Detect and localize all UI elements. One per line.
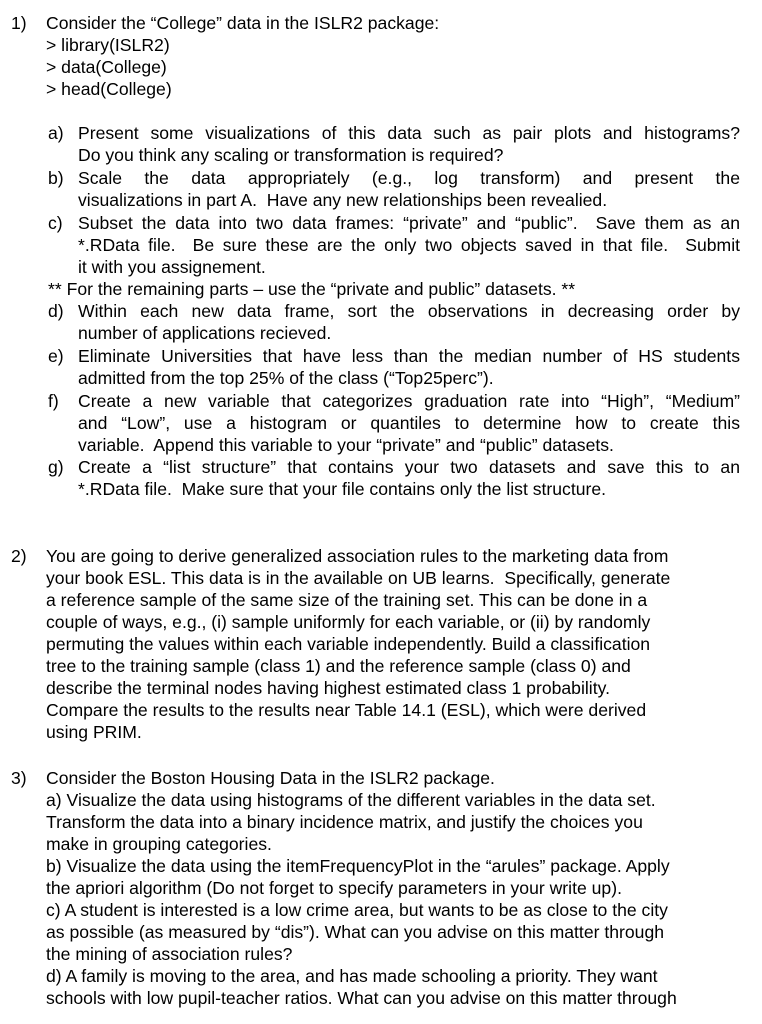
part-line: Eliminate Universities that have less than the median number of HS students: [78, 346, 740, 366]
code-line: > head(College): [46, 79, 172, 99]
question-3-line: Transform the data into a binary incidence matrix, and justify the choices you: [46, 812, 643, 832]
part-line: *.RData file. Be sure these are the only two objects saved in that file. Submit: [78, 235, 740, 255]
part-label: c): [48, 213, 63, 233]
part-line: number of applications recieved.: [78, 323, 332, 343]
question-2-line: a reference sample of the same size of the training set. This can be done in a: [46, 590, 648, 610]
part-line: it with you assignement.: [78, 257, 266, 277]
part-line: variable. Append this variable to your “private” and “public” datasets.: [78, 435, 614, 455]
code-line: > data(College): [46, 57, 167, 77]
question-3-line: a) Visualize the data using histograms of the different variables in the data set.: [46, 790, 656, 810]
question-2-line: tree to the training sample (class 1) and the reference sample (class 0) and: [46, 656, 631, 676]
question-2-line: using PRIM.: [46, 722, 142, 742]
question-3-intro: Consider the Boston Housing Data in the ISLR2 package.: [46, 768, 495, 788]
question-3-line: schools with low pupil-teacher ratios. What can you advise on this matter through: [46, 988, 677, 1008]
question-2-line: describe the terminal nodes having highest estimated class 1 probability.: [46, 678, 610, 698]
question-1-number: 1): [11, 13, 27, 33]
part-line: Do you think any scaling or transformation is required?: [78, 145, 504, 165]
question-3-line: c) A student is interested is a low crime area, but wants to be as close to the city: [46, 900, 668, 920]
part-label: a): [48, 123, 64, 143]
question-3-line: b) Visualize the data using the itemFrequencyPlot in the “arules” package. Apply: [46, 856, 670, 876]
remaining-parts-note: ** For the remaining parts – use the “private and public” datasets. **: [48, 279, 576, 299]
code-line: > library(ISLR2): [46, 35, 170, 55]
part-line: visualizations in part A. Have any new relationships been revealied.: [78, 190, 608, 210]
question-3-line: the mining of association rules?: [46, 944, 293, 964]
part-line: Present some visualizations of this data such as pair plots and histograms?: [78, 123, 740, 143]
part-line: Scale the data appropriately (e.g., log transform) and present the: [78, 168, 740, 188]
question-3-number: 3): [11, 768, 27, 788]
part-line: Create a “list structure” that contains your two datasets and save this to an: [78, 457, 740, 477]
question-2-line: permuting the values within each variable independently. Build a classification: [46, 634, 651, 654]
part-label: g): [48, 457, 64, 477]
part-label: d): [48, 301, 64, 321]
question-1-intro: Consider the “College” data in the ISLR2 package:: [46, 13, 440, 33]
part-line: Create a new variable that categorizes graduation rate into “High”, “Medium”: [78, 391, 740, 411]
question-2-line: You are going to derive generalized association rules to the marketing data from: [46, 546, 669, 566]
question-2-line: your book ESL. This data is in the available on UB learns. Specifically, generate: [46, 568, 671, 588]
part-line: Subset the data into two data frames: “private” and “public”. Save them as an: [78, 213, 740, 233]
part-label: f): [48, 391, 59, 411]
part-line: *.RData file. Make sure that your file contains only the list structure.: [78, 479, 607, 499]
question-3-line: d) A family is moving to the area, and has made schooling a priority. They want: [46, 966, 658, 986]
part-label: b): [48, 168, 64, 188]
part-line: admitted from the top 25% of the class (“Top25perc”).: [78, 368, 494, 388]
part-line: Within each new data frame, sort the observations in decreasing order by: [78, 301, 740, 321]
question-3-line: make in grouping categories.: [46, 834, 272, 854]
question-3-line: the apriori algorithm (Do not forget to specify parameters in your write up).: [46, 878, 622, 898]
question-3-line: as possible (as measured by “dis”). What can you advise on this matter through: [46, 922, 665, 942]
part-line: and “Low”, use a histogram or quantiles to determine how to create this: [78, 413, 740, 433]
question-2-line: couple of ways, e.g., (i) sample uniformly for each variable, or (ii) by randomly: [46, 612, 651, 632]
part-label: e): [48, 346, 64, 366]
question-2-line: Compare the results to the results near Table 14.1 (ESL), which were derived: [46, 700, 647, 720]
question-2-number: 2): [11, 546, 27, 566]
